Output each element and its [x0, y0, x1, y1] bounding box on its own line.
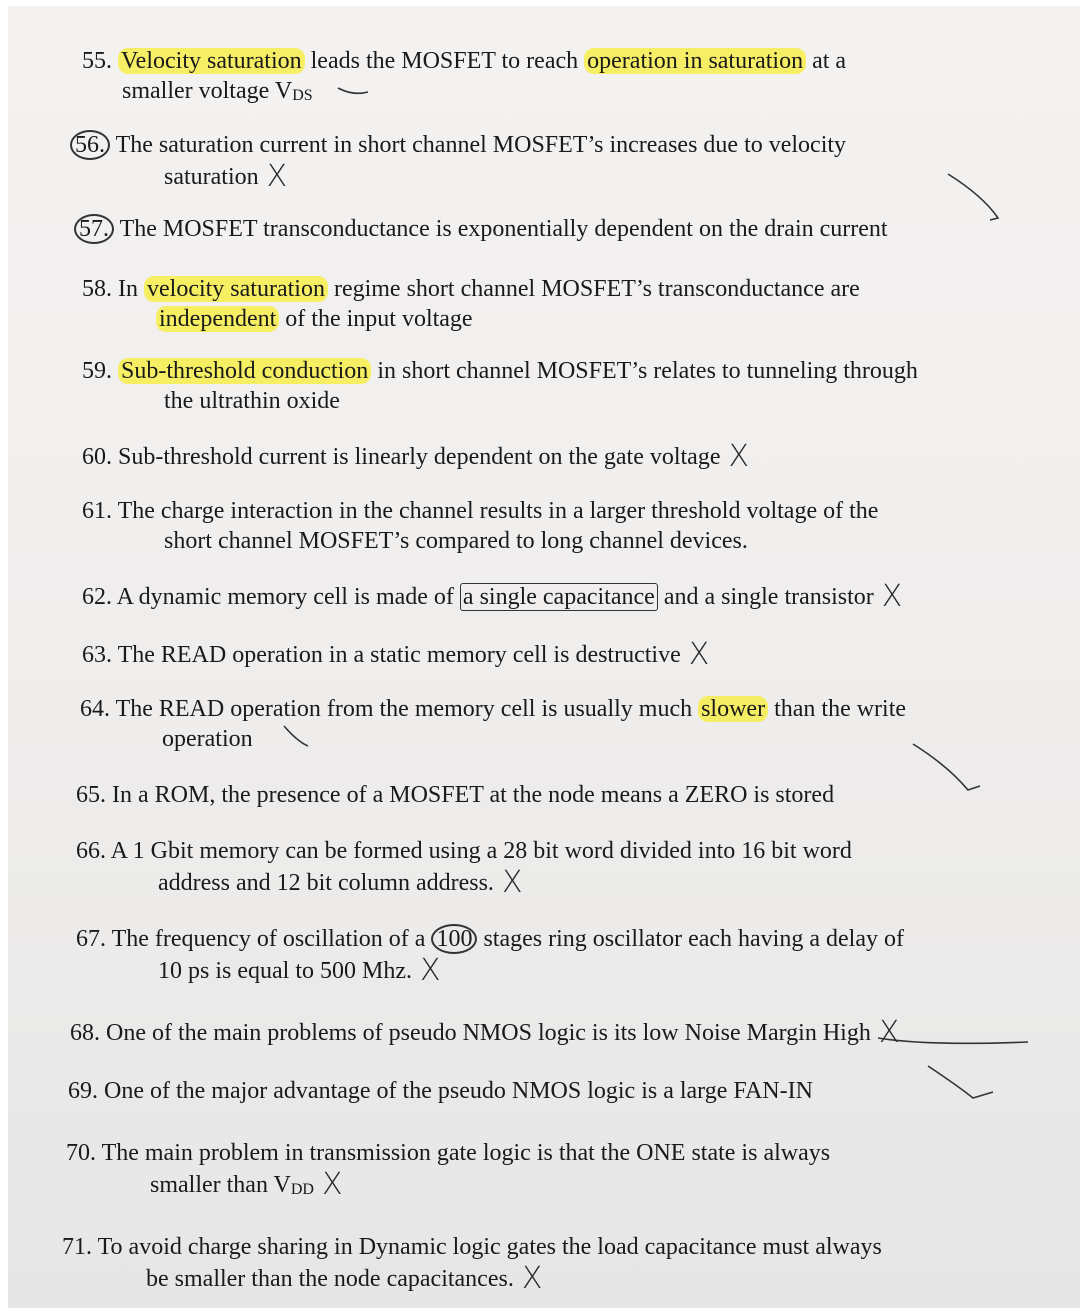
statement-text: In	[112, 276, 144, 302]
statement-63	[82, 638, 709, 670]
statement-text: short channel MOSFET’s compared to long channel devices.	[164, 528, 748, 554]
statement-58	[82, 274, 860, 334]
statement-number: 61.	[82, 498, 112, 524]
statement-text: and a single transistor	[657, 584, 874, 610]
statement-59	[82, 356, 918, 416]
statement-number: 65.	[76, 782, 106, 808]
statement-text: The frequency of oscillation of a	[106, 926, 432, 952]
false-mark-icon: X	[878, 1015, 900, 1050]
statement-56	[70, 130, 846, 192]
statement-text: The saturation current in short channel MOSFET’s increases due to velocity	[110, 132, 847, 158]
statement-number: 70.	[66, 1140, 96, 1166]
false-mark-icon: X	[419, 953, 441, 988]
statement-text: To avoid charge sharing in Dynamic logic gates the load capacitance must always	[92, 1234, 882, 1260]
check-stroke-icon	[913, 744, 980, 790]
false-mark-icon: X	[688, 637, 710, 672]
statement-text: The charge interaction in the channel results in a larger threshold voltage of the	[112, 498, 879, 524]
highlighted-phrase: independent	[156, 306, 279, 332]
statement-number: 64.	[80, 696, 110, 722]
statement-text: A dynamic memory cell is made of	[112, 584, 460, 610]
statement-number: 66.	[76, 838, 106, 864]
statement-text: Sub-threshold current is linearly dependent on the gate voltage	[112, 444, 721, 470]
statement-number: 55.	[82, 48, 112, 74]
statement-text: address and 12 bit column address.	[158, 870, 494, 896]
statement-text: 10 ps is equal to 500 Mhz.	[158, 958, 412, 984]
statement-text: The main problem in transmission gate logic is that the ONE state is always	[96, 1140, 831, 1166]
statement-text: The MOSFET transconductance is exponentially dependent on the drain current	[114, 216, 888, 242]
statement-text: One of the major advantage of the pseudo NMOS logic is a large FAN-IN	[98, 1078, 813, 1104]
statement-text: in short channel MOSFET’s relates to tunneling through	[371, 358, 918, 384]
statement-62	[82, 580, 902, 612]
statement-text: leads the MOSFET to reach	[304, 48, 585, 74]
statement-number: 68.	[70, 1020, 100, 1046]
statement-text: at a	[806, 48, 847, 74]
statement-number: 71.	[62, 1234, 92, 1260]
statement-number: 58.	[82, 276, 112, 302]
statement-number: 60.	[82, 444, 112, 470]
statement-text: One of the main problems of pseudo NMOS logic is its low Noise Margin High	[100, 1020, 871, 1046]
highlighted-phrase: operation in saturation	[584, 48, 806, 74]
statement-55	[82, 46, 846, 111]
statement-text: be smaller than the node capacitances.	[146, 1266, 514, 1292]
statement-70	[66, 1138, 830, 1205]
statement-67	[76, 924, 904, 986]
statement-65	[76, 780, 834, 810]
statement-number: 69.	[68, 1078, 98, 1104]
statement-text: saturation	[164, 164, 259, 190]
highlighted-phrase: slower	[698, 696, 768, 722]
statement-66	[76, 836, 852, 898]
false-mark-icon: X	[881, 579, 903, 614]
highlighted-phrase: velocity saturation	[144, 276, 328, 302]
statement-text: In a ROM, the presence of a MOSFET at the node means a ZERO is stored	[106, 782, 835, 808]
statement-text: A 1 Gbit memory can be formed using a 28 bit word divided into 16 bit word	[106, 838, 852, 864]
highlighted-phrase: Sub-threshold conduction	[118, 358, 371, 384]
statement-69	[68, 1076, 813, 1106]
check-stroke-icon	[948, 174, 998, 220]
statement-text: regime short channel MOSFET’s transconductance are	[327, 276, 860, 302]
statement-60	[82, 440, 749, 472]
subscript: DS	[292, 87, 313, 104]
statement-number-circled: 57.	[74, 214, 114, 244]
false-mark-icon: X	[728, 439, 750, 474]
false-mark-icon: X	[266, 159, 288, 194]
statement-64	[80, 694, 906, 754]
false-mark-icon: X	[321, 1167, 343, 1202]
statement-number-circled: 56.	[70, 130, 110, 160]
statement-number: 59.	[82, 358, 112, 384]
statement-text: the ultrathin oxide	[164, 388, 340, 414]
circled-number: 100	[431, 924, 477, 954]
statement-text: The READ operation in a static memory cell is destructive	[112, 642, 681, 668]
check-stroke-icon	[878, 1038, 1028, 1043]
statement-text: operation	[162, 726, 253, 752]
false-mark-icon: X	[521, 1261, 543, 1296]
document-page	[8, 6, 1080, 1308]
statement-text: smaller than V	[150, 1172, 291, 1198]
statement-number: 63.	[82, 642, 112, 668]
statement-text: smaller voltage V	[122, 78, 293, 104]
highlighted-phrase: Velocity saturation	[118, 48, 305, 74]
statement-text: than the write	[768, 696, 907, 722]
statement-57	[74, 214, 888, 244]
false-mark-icon: X	[501, 865, 523, 900]
boxed-phrase: a single capacitance	[460, 583, 658, 611]
statement-61	[82, 496, 878, 556]
statement-text: The READ operation from the memory cell is usually much	[110, 696, 699, 722]
statement-68	[70, 1016, 899, 1048]
subscript: DD	[290, 1181, 314, 1198]
statement-number: 62.	[82, 584, 112, 610]
statement-71	[62, 1232, 882, 1294]
statement-number: 67.	[76, 926, 106, 952]
statement-text: of the input voltage	[279, 306, 473, 332]
statement-text: stages ring oscillator each having a delay of	[477, 926, 904, 952]
check-stroke-icon	[928, 1066, 993, 1098]
